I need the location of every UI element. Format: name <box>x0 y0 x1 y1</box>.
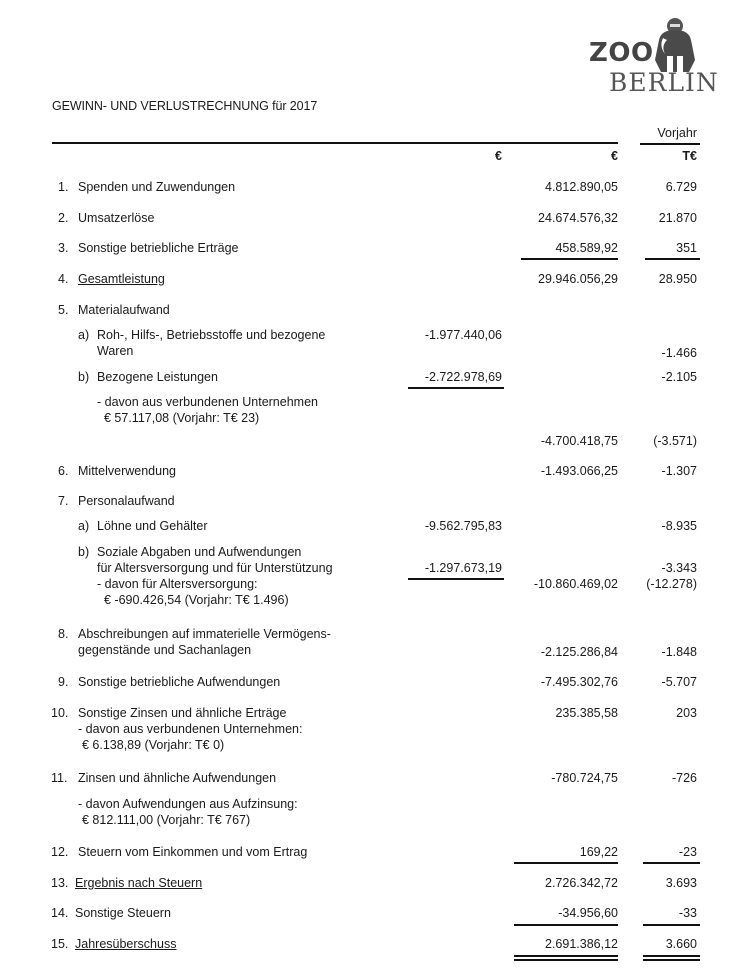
page-title: GEWINN- UND VERLUSTRECHNUNG für 2017 <box>52 99 318 113</box>
row-12-label: Steuern vom Einkommen und vom Ertrag <box>78 845 308 859</box>
row-1-prev: 6.729 <box>665 180 697 194</box>
row-5a-label-line2: Waren <box>97 344 134 358</box>
row-15-double-rule-bottom <box>514 959 618 961</box>
row-11-number: 11. <box>51 771 68 785</box>
row-10-value: 235.385,58 <box>555 706 618 720</box>
row-4-prev: 28.950 <box>658 272 697 286</box>
row-3-number: 3. <box>58 241 69 255</box>
row-6-prev: -1.307 <box>661 464 697 478</box>
row-2-prev: 21.870 <box>658 211 697 225</box>
row-7b-label-line1: Soziale Abgaben und Aufwendungen <box>97 545 302 559</box>
row-12-number: 12. <box>51 845 69 859</box>
row-9-number: 9. <box>58 675 69 689</box>
row-7-prev: (-12.278) <box>646 577 697 591</box>
row-6-value: -1.493.066,25 <box>540 464 618 478</box>
row-5b-value: -2.722.978,69 <box>424 370 502 384</box>
row-7b-value: -1.297.673,19 <box>424 561 502 575</box>
row-7a-value: -9.562.795,83 <box>424 519 502 533</box>
row-14-prev: -33 <box>678 906 697 920</box>
row-1-value: 4.812.890,05 <box>545 180 618 194</box>
row-8-label-line2: gegenstände und Sachanlagen <box>78 643 252 657</box>
row-15-value: 2.691.386,12 <box>545 937 618 951</box>
row-8-label-line1: Abschreibungen auf immaterielle Vermögens- <box>78 627 331 641</box>
logo-text-zoo: ZOO <box>589 38 654 68</box>
row-5-note-line1: - davon aus verbundenen Unternehmen <box>97 395 318 409</box>
row-11-note-line1: - davon Aufwendungen aus Aufzinsung: <box>78 797 298 811</box>
logo-text-berlin: BERLIN <box>609 68 719 97</box>
row-14-value: -34.956,60 <box>558 906 618 920</box>
row-2-number: 2. <box>58 211 69 225</box>
row-6-number: 6. <box>58 464 69 478</box>
row-7b-label-line2: für Altersversorgung und für Unterstützung <box>97 561 333 575</box>
row-7b-label-line3: - davon für Altersversorgung: <box>97 577 258 591</box>
row-5a-label-line1: Roh-, Hilfs-, Betriebsstoffe und bezogene <box>97 328 326 342</box>
row-7a-prev: -8.935 <box>661 519 697 533</box>
row-3-prev: 351 <box>676 241 697 255</box>
zoo-berlin-logo <box>565 8 719 97</box>
row-3-label: Sonstige betriebliche Erträge <box>78 241 239 255</box>
gorilla-icon <box>653 16 697 72</box>
row-8-prev: -1.848 <box>661 645 697 659</box>
row-3-value: 458.589,92 <box>555 241 618 255</box>
row-7a-letter: a) <box>78 519 90 533</box>
row-15-prev: 3.660 <box>665 937 697 951</box>
row-11-value: -780.724,75 <box>551 771 618 785</box>
row-2-value: 24.674.576,32 <box>538 211 618 225</box>
column-header-eur-2: € <box>611 149 618 163</box>
row-3-prev-subtotal-rule <box>645 258 700 260</box>
row-5a-letter: a) <box>78 328 90 342</box>
row-15-prev-double-rule-bottom <box>643 959 700 961</box>
row-6-label: Mittelverwendung <box>78 464 176 478</box>
row-11-note-line2: € 812.111,00 (Vorjahr: T€ 767) <box>82 813 251 827</box>
row-10-note-line2: € 6.138,89 (Vorjahr: T€ 0) <box>82 738 225 752</box>
row-8-number: 8. <box>58 627 69 641</box>
row-7b-label-line4: € -690.426,54 (Vorjahr: T€ 1.496) <box>104 593 289 607</box>
row-5-label: Materialaufwand <box>78 303 170 317</box>
row-5-number: 5. <box>58 303 69 317</box>
vorjahr-rule <box>640 143 700 145</box>
row-5-total: -4.700.418,75 <box>540 434 618 448</box>
row-7b-prev: -3.343 <box>661 561 697 575</box>
row-4-label: Gesamtleistung <box>78 272 165 286</box>
row-2-label: Umsatzerlöse <box>78 211 155 225</box>
row-7b-subtotal-rule <box>408 578 504 580</box>
row-5b-subtotal-rule <box>408 387 504 389</box>
row-12-subtotal-rule <box>514 862 618 864</box>
row-9-prev: -5.707 <box>661 675 697 689</box>
row-11-label: Zinsen und ähnliche Aufwendungen <box>78 771 277 785</box>
row-8-value: -2.125.286,84 <box>540 645 618 659</box>
row-15-number: 15. <box>51 937 69 951</box>
row-7b-letter: b) <box>78 545 90 559</box>
row-15-double-rule-top <box>514 955 618 957</box>
row-7-total: -10.860.469,02 <box>533 577 618 591</box>
row-9-label: Sonstige betriebliche Aufwendungen <box>78 675 281 689</box>
column-header-eur-1: € <box>495 149 502 163</box>
row-12-prev: -23 <box>678 845 697 859</box>
row-13-value: 2.726.342,72 <box>545 876 618 890</box>
row-5-note-line2: € 57.117,08 (Vorjahr: T€ 23) <box>104 411 260 425</box>
column-header-vorjahr: Vorjahr <box>657 126 697 140</box>
row-15-label: Jahresüberschuss <box>75 937 177 951</box>
row-1-number: 1. <box>58 180 69 194</box>
row-5a-value: -1.977.440,06 <box>424 328 502 342</box>
row-7-label: Personalaufwand <box>78 494 175 508</box>
row-5-prev: (-3.571) <box>653 434 697 448</box>
row-7a-label: Löhne und Gehälter <box>97 519 208 533</box>
row-12-value: 169,22 <box>579 845 618 859</box>
row-5b-label: Bezogene Leistungen <box>97 370 218 384</box>
row-10-number: 10. <box>51 706 69 720</box>
row-5b-prev: -2.105 <box>661 370 697 384</box>
row-5b-letter: b) <box>78 370 90 384</box>
row-4-number: 4. <box>58 272 69 286</box>
row-13-number: 13. <box>51 876 69 890</box>
row-10-label: Sonstige Zinsen und ähnliche Erträge <box>78 706 287 720</box>
row-13-label: Ergebnis nach Steuern <box>75 876 203 890</box>
row-12-prev-subtotal-rule <box>643 862 700 864</box>
column-header-teur: T€ <box>682 149 697 163</box>
row-10-prev: 203 <box>676 706 697 720</box>
row-14-prev-subtotal-rule <box>643 924 700 926</box>
row-7-number: 7. <box>58 494 69 508</box>
row-9-value: -7.495.302,76 <box>540 675 618 689</box>
row-13-prev: 3.693 <box>665 876 697 890</box>
row-1-label: Spenden und Zuwendungen <box>78 180 236 194</box>
row-11-prev: -726 <box>671 771 697 785</box>
row-14-label: Sonstige Steuern <box>75 906 171 920</box>
row-15-prev-double-rule-top <box>643 955 700 957</box>
row-4-value: 29.946.056,29 <box>538 272 618 286</box>
header-rule <box>52 142 618 144</box>
row-3-subtotal-rule <box>521 258 618 260</box>
row-5a-prev: -1.466 <box>661 346 697 360</box>
row-10-note-line1: - davon aus verbundenen Unternehmen: <box>78 722 303 736</box>
row-14-subtotal-rule <box>514 924 618 926</box>
row-14-number: 14. <box>51 906 69 920</box>
